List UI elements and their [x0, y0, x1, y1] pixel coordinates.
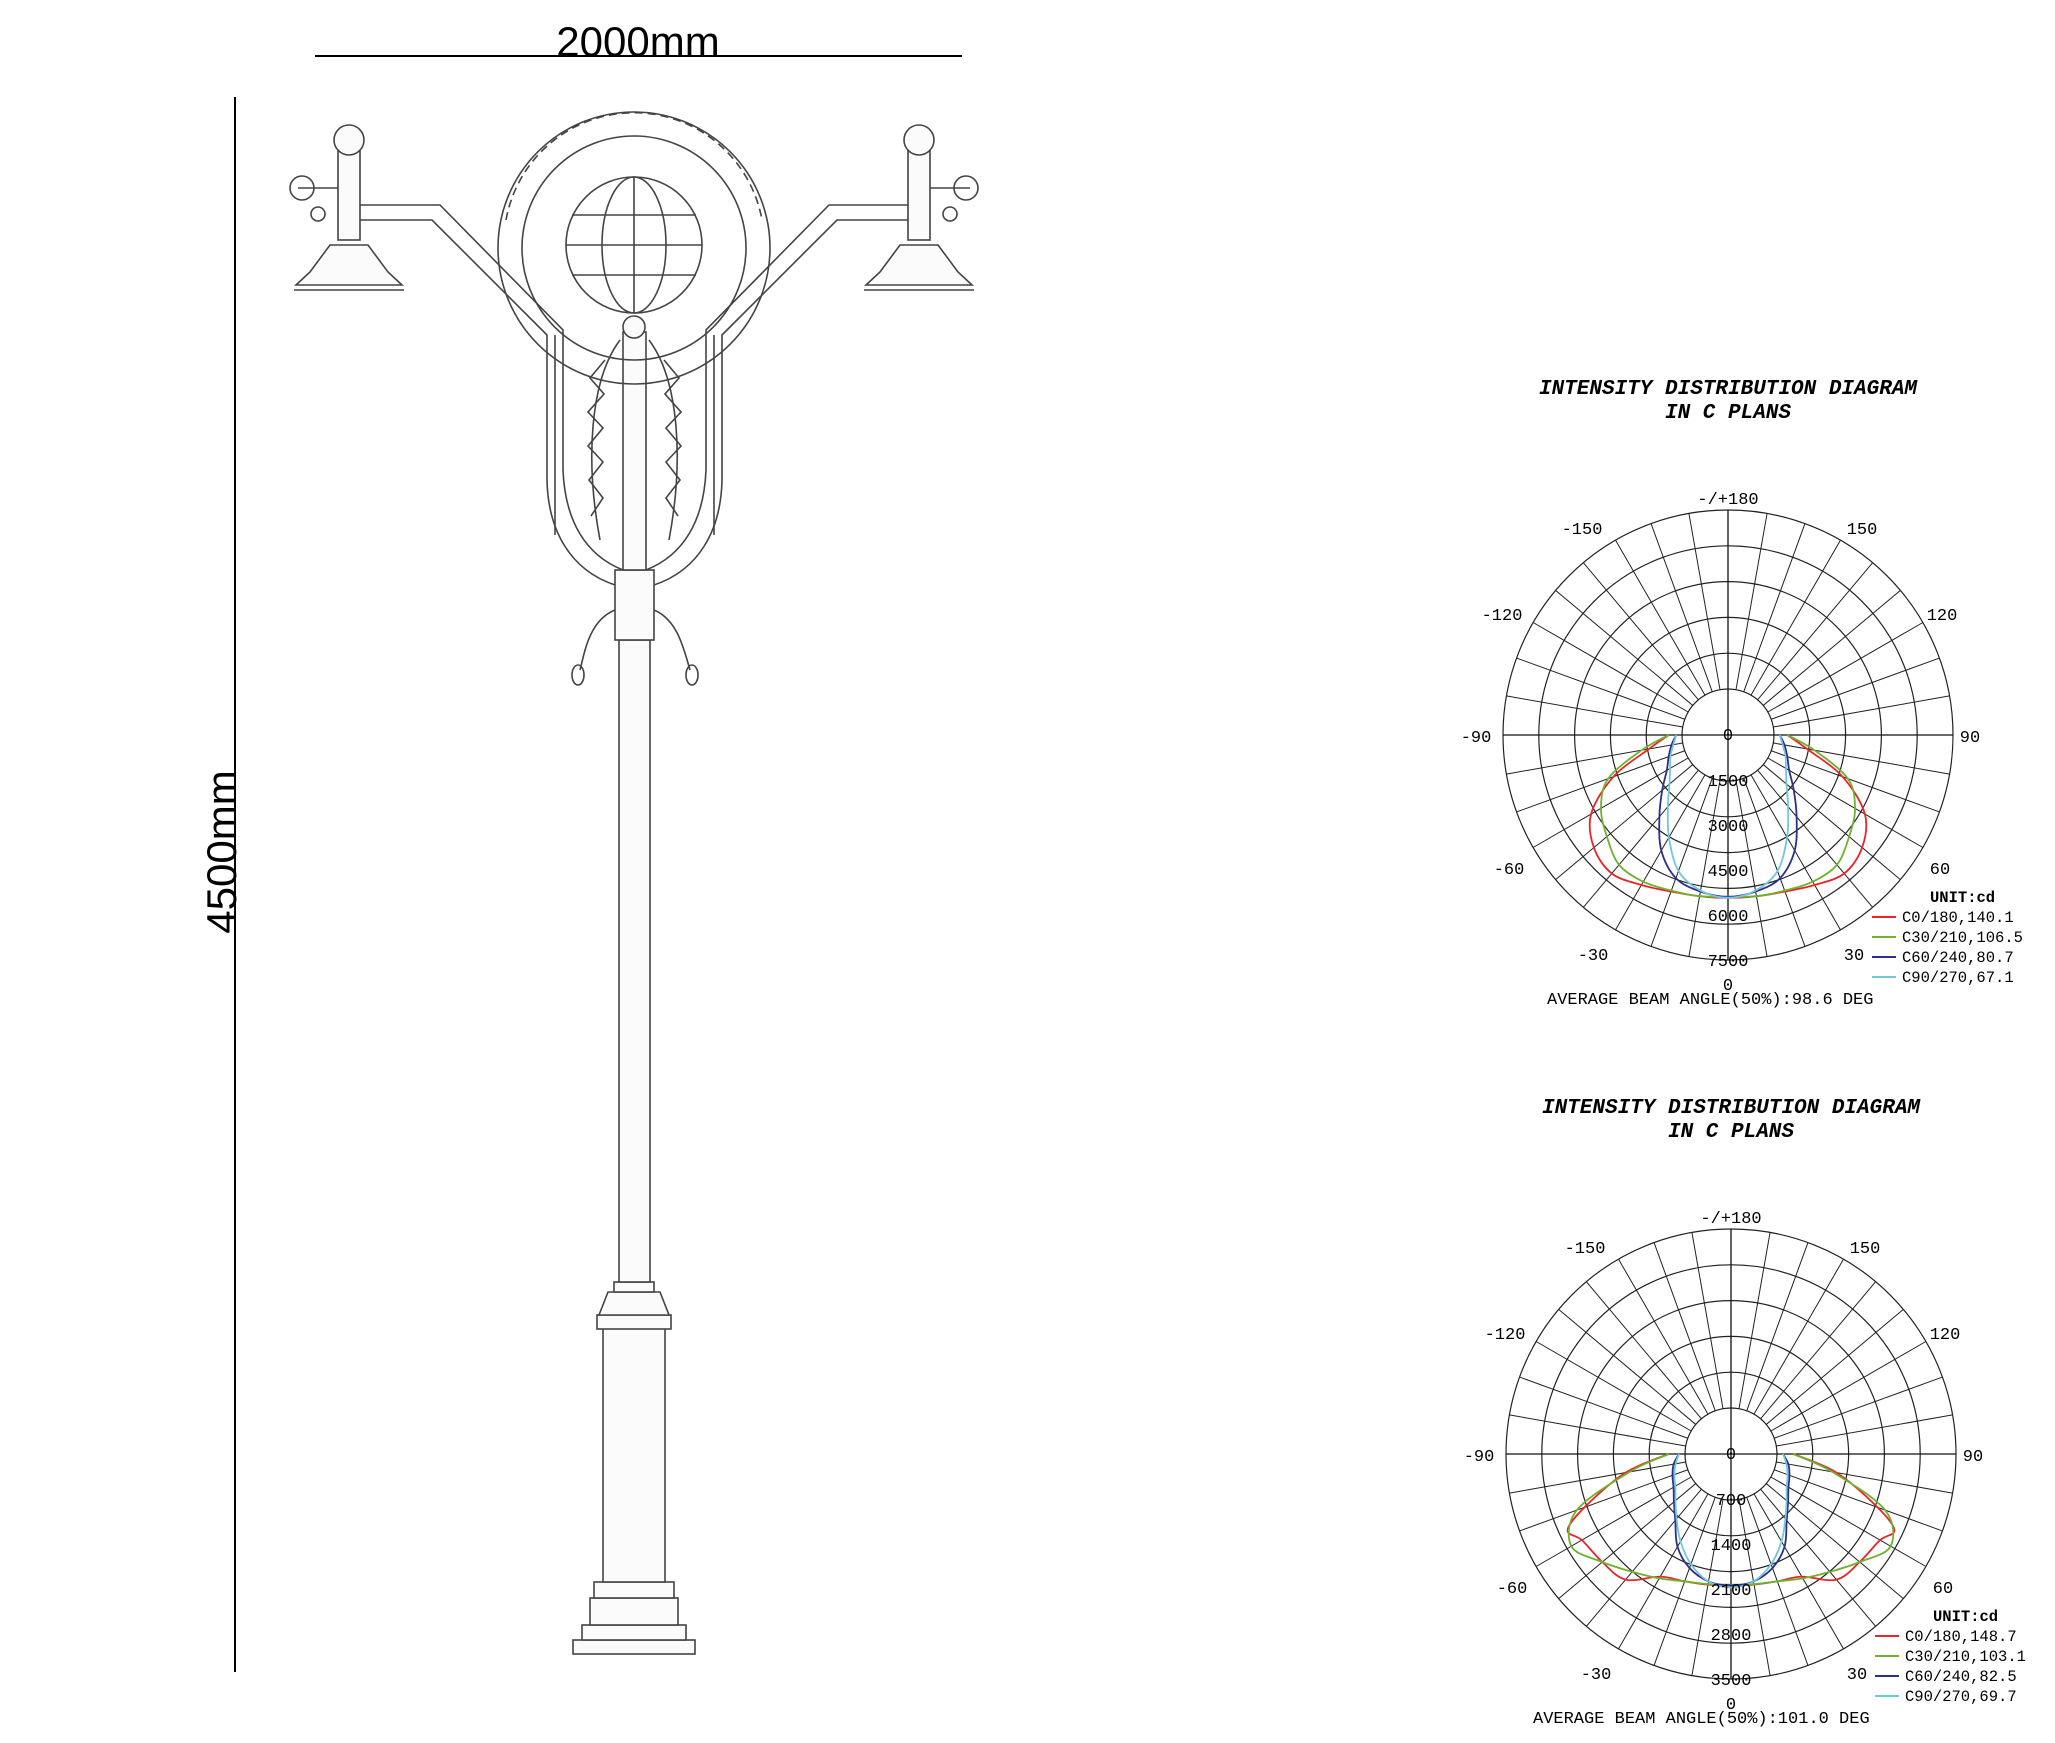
beam-angle-text: AVERAGE BEAM ANGLE(50%):98.6 DEG	[1547, 991, 1874, 1010]
diagram-legend	[1872, 889, 2023, 987]
angle-label-p90: 90	[1959, 729, 1981, 748]
lamp-post-illustration	[290, 112, 978, 1654]
post-base-step2	[582, 1625, 686, 1640]
grid-spoke	[1744, 524, 1805, 692]
angle-label-p30: 30	[1843, 947, 1865, 966]
right-lantern-stem	[908, 150, 930, 240]
angle-label-m90: -90	[1460, 729, 1492, 748]
grid-spoke	[1771, 658, 1939, 719]
legend-label-c30: C30/210,103.1	[1905, 1648, 2026, 1666]
intensity-diagram-1	[1461, 378, 2023, 1010]
ring-label-center: 0	[1722, 727, 1734, 746]
left-lantern-shade	[296, 245, 402, 285]
grid-spoke	[1506, 743, 1682, 774]
ring-label-3: 2100	[1710, 1582, 1752, 1601]
width-dimension-label: 2000mm	[556, 18, 720, 65]
ring-label-5: 7500	[1707, 953, 1749, 972]
intensity-diagram-2	[1464, 1097, 2026, 1729]
legend-label-c0: C0/180,140.1	[1902, 909, 2014, 927]
angle-label-top: -/+180	[1697, 491, 1759, 510]
right-arm-knob-small	[943, 207, 957, 221]
grid-spoke	[1506, 696, 1682, 727]
frame-arm-left-outer	[350, 205, 623, 570]
grid-spoke	[1651, 524, 1712, 692]
grid-spoke	[1689, 513, 1720, 689]
legend-label-c60: C60/240,82.5	[1905, 1668, 2017, 1686]
grid-spoke	[1517, 658, 1685, 719]
post-shaft	[619, 640, 650, 1282]
angle-label-m30: -30	[1580, 1666, 1612, 1685]
angle-label-m60: -60	[1496, 1580, 1528, 1599]
legend-label-c90: C90/270,69.7	[1905, 1688, 2017, 1706]
post-base-plinth	[573, 1640, 695, 1654]
ring-label-center: 0	[1725, 1446, 1737, 1465]
width-dimension	[315, 18, 962, 65]
ring-label-2: 3000	[1707, 818, 1749, 837]
legend-unit: UNIT:cd	[1930, 889, 1996, 907]
grid-spoke	[1654, 1243, 1715, 1411]
post-lower-column	[603, 1328, 665, 1582]
grid-spoke	[1774, 1377, 1942, 1438]
angle-label-m150: -150	[1564, 1240, 1606, 1259]
ring-label-4: 2800	[1710, 1627, 1752, 1646]
angle-label-m120: -120	[1484, 1326, 1526, 1345]
legend-label-c90: C90/270,67.1	[1902, 969, 2014, 987]
grid-spoke	[1773, 696, 1949, 727]
post-leg-left-finial	[572, 665, 584, 685]
grid-spoke	[1520, 1470, 1688, 1531]
diagram-title-line1: INTENSITY DISTRIBUTION DIAGRAM	[1541, 1097, 1921, 1120]
diagram-title-line2: IN C PLANS	[1667, 1121, 1795, 1144]
angle-label-p30: 30	[1846, 1666, 1868, 1685]
grid-spoke	[1773, 743, 1949, 774]
angle-label-p60: 60	[1932, 1580, 1954, 1599]
angle-label-m90: -90	[1463, 1448, 1495, 1467]
angle-label-top: -/+180	[1700, 1210, 1762, 1229]
ring-label-2: 1400	[1710, 1537, 1752, 1556]
grid-spoke	[1739, 1232, 1770, 1408]
angle-label-bottom: 0	[1722, 977, 1734, 996]
grid-spoke	[1520, 1377, 1688, 1438]
post-base-collar	[594, 1582, 674, 1598]
angle-label-p150: 150	[1849, 1240, 1881, 1259]
ring-label-5: 3500	[1710, 1672, 1752, 1691]
grid-spoke	[1509, 1415, 1685, 1446]
grid-spoke	[1747, 1243, 1808, 1411]
grid-spoke	[1774, 1470, 1942, 1531]
post-lower-cap	[599, 1292, 669, 1315]
legend-label-c0: C0/180,148.7	[1905, 1628, 2017, 1646]
post-neck	[614, 1282, 654, 1292]
angle-label-p120: 120	[1929, 1326, 1961, 1345]
grid-spoke	[1736, 513, 1767, 689]
ring-label-1: 1500	[1707, 773, 1749, 792]
post-leg-right	[654, 610, 690, 670]
right-lantern-shade	[866, 245, 972, 285]
legend-label-c60: C60/240,80.7	[1902, 949, 2014, 967]
post-base-step1	[590, 1598, 678, 1625]
left-lantern-stem	[338, 150, 360, 240]
angle-label-p60: 60	[1929, 861, 1951, 880]
angle-label-m60: -60	[1493, 861, 1525, 880]
left-arm-knob-small	[311, 207, 325, 221]
right-lantern-finial	[904, 125, 934, 155]
frame-arm-right-outer	[646, 205, 918, 570]
grid-spoke	[1692, 1232, 1723, 1408]
post-leg-right-finial	[686, 665, 698, 685]
diagram-title-line1: INTENSITY DISTRIBUTION DIAGRAM	[1538, 378, 1918, 401]
grid-spoke	[1776, 1415, 1952, 1446]
angle-label-bottom: 0	[1725, 1696, 1737, 1715]
post-sleeve	[615, 570, 654, 640]
diagram-legend	[1875, 1608, 2026, 1706]
ring-label-4: 6000	[1707, 908, 1749, 927]
height-dimension-label: 4500mm	[198, 770, 245, 934]
post-upper-shaft	[623, 332, 646, 570]
grid-spoke	[1509, 1462, 1685, 1493]
diagram-title-line2: IN C PLANS	[1664, 402, 1792, 425]
angle-label-p150: 150	[1846, 521, 1878, 540]
angle-label-p120: 120	[1926, 607, 1958, 626]
angle-label-m150: -150	[1561, 521, 1603, 540]
height-dimension	[198, 97, 245, 1672]
ring-label-1: 700	[1715, 1492, 1747, 1511]
legend-unit: UNIT:cd	[1933, 1608, 1999, 1626]
angle-label-m120: -120	[1481, 607, 1523, 626]
left-lantern-finial	[334, 125, 364, 155]
post-leg-left	[580, 610, 615, 670]
leaf-ornament-left-veins	[588, 360, 605, 516]
legend-label-c30: C30/210,106.5	[1902, 929, 2023, 947]
post-ring	[597, 1315, 671, 1329]
beam-angle-text: AVERAGE BEAM ANGLE(50%):101.0 DEG	[1533, 1710, 1870, 1729]
grid-spoke	[1776, 1462, 1952, 1493]
leaf-ornament-right-veins	[664, 360, 681, 516]
globe-finial-ball	[623, 316, 645, 338]
angle-label-p90: 90	[1962, 1448, 1984, 1467]
angle-label-m30: -30	[1577, 947, 1609, 966]
ring-label-3: 4500	[1707, 863, 1749, 882]
